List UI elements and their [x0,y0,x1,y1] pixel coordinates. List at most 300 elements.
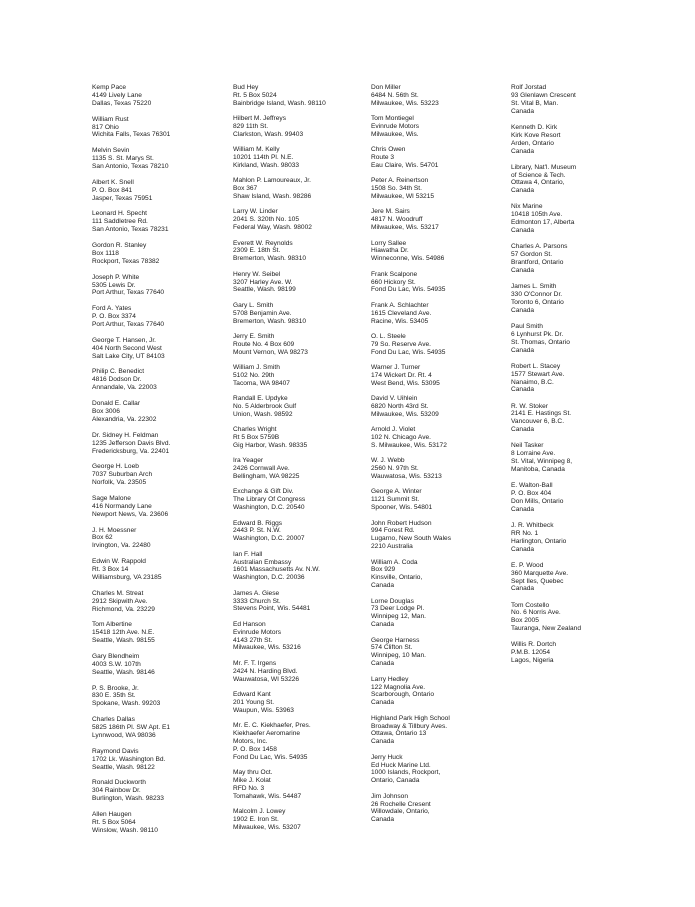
address-entry [371,271,511,295]
address-line: Milwaukee, Wis. 53217 [371,224,439,232]
address-entry [371,333,511,357]
address-name: Paul Smith [511,322,543,330]
address-entry [233,660,373,684]
address-line: The Library Of Congress [233,496,306,504]
address-name: Peter A. Reinertson [371,177,429,185]
address-line: 3207 Harley Ave. W. [233,278,293,286]
address-name: Arnold J. Violet [371,426,416,434]
address-name: Ronald Duckworth [92,779,146,787]
address-line: 330 O'Connor Dr. [511,290,563,298]
address-line: St. Vital B, Man. [511,99,559,107]
address-line: of Science & Tech. [511,171,566,179]
address-entry [511,442,651,474]
address-line: Motors, Inc. [233,737,268,745]
address-line: Australian Embassy [233,558,292,566]
address-name: Henry W. Seibel [233,270,281,278]
address-line: Edmonton 17, Alberta [511,219,575,227]
address-line: Norfolk, Va. 23505 [92,479,147,487]
address-entry [371,84,511,108]
address-entry [233,302,373,326]
address-entry [511,203,651,235]
address-line: Tomahawk, Wis. 54487 [233,792,302,800]
address-entry [92,368,232,392]
address-entry [371,177,511,201]
address-line: Rt 5 Box 5759B [233,434,280,442]
address-line: 304 Rainbow Dr. [92,787,141,795]
address-name: Mr. E. C. Kiekhaefer, Pres. [233,722,311,729]
address-line: No. 6 Norris Ave. [511,609,561,617]
address-line: Bremerton, Wash. 98310 [233,255,307,263]
address-name: Mahlon P. Lamoureaux, Jr. [233,177,311,185]
address-line: Winnipeg 12, Man. [371,613,426,621]
address-line: 2443 P. St. N.W. [233,527,281,535]
address-entry [92,748,232,772]
address-line: Bremerton, Wash. 98310 [233,317,307,325]
address-line: Winnipeg, 10 Man. [371,652,426,660]
address-name: Tom Albertine [92,621,132,629]
address-name: Chris Owen [371,146,406,154]
address-entry [92,147,232,171]
address-entry [511,84,651,116]
address-line: 5102 No. 29th [233,371,275,379]
address-line: Washington, D.C. 20036 [233,574,305,582]
address-line: Vancouver 6, B.C. [511,418,565,426]
address-line: 201 Young St. [233,698,275,706]
address-line: Evinrude Motors [371,123,420,131]
address-entry [233,426,373,450]
address-line: Kirkland, Wash. 98033 [233,162,300,170]
address-name: Larry W. Linder [233,208,278,216]
address-line: Don Mills, Ontario [511,497,564,505]
address-entry [233,84,373,108]
address-entry [233,551,373,583]
address-line: Milwaukee, Wis. 53223 [371,99,439,107]
address-line: Toronto 6, Ontario [511,298,564,306]
address-line: Lynnwood, WA 98036 [92,732,156,739]
address-line: Canada [371,582,395,590]
address-line: Burlington, Wash. 98233 [92,795,164,803]
address-line: Winslow, Wash. 98110 [92,826,158,834]
address-line: 1000 Islands, Rockport, [371,769,441,777]
address-line: Willowdale, Ontario, [371,808,430,816]
address-entry [371,302,511,326]
address-entry [511,641,651,665]
address-name: May thru Oct. [233,768,273,776]
address-line: Wauwatosa, Wis. 53213 [371,473,442,481]
address-entry [371,395,511,419]
address-entry [371,208,511,232]
address-entry [371,598,511,630]
address-line: 2912 Skipwith Ave. [92,597,148,605]
address-entry [371,637,511,669]
address-line: Gig Harbor, Wash. 98335 [233,442,308,450]
address-entry [233,177,373,201]
address-line: 5708 Benjamin Ave. [233,309,292,317]
address-name: E. Walton-Ball [511,482,553,490]
address-line: 360 Marquette Ave. [511,569,569,577]
address-line: 2560 N. 97th St. [371,465,419,473]
address-line: P.M.B. 12054 [511,649,551,657]
address-line: 79 So. Reserve Ave. [371,340,431,348]
address-entry [371,676,511,708]
address-line: Nanaimo, B.C. [511,378,554,386]
address-name: Raymond Davis [92,747,139,755]
address-name: Frank A. Schlachter [371,301,429,309]
address-line: Ottawa 4, Ontario, [511,179,565,187]
address-line: Federal Way, Wash. 98002 [233,224,312,232]
address-line: Port Arthur, Texas 77640 [92,289,165,297]
address-entry [511,403,651,435]
address-entry [92,558,232,582]
address-line: Broadway & Tillbury Aves. [371,722,448,730]
address-line: 5825 186th Pl. SW Apt. E1 [92,724,171,732]
address-line: Dallas, Texas 75220 [92,99,152,107]
address-line: Racine, Wis. 53405 [371,317,429,325]
address-line: Milwaukee, WI 53215 [371,193,435,201]
address-line: Mount Vernon, WA 98273 [233,348,308,356]
address-name: Albert K. Snell [92,178,134,186]
address-name: Ford A. Yates [92,305,132,313]
address-entry [233,488,373,512]
address-line: 122 Magnolia Ave. [371,683,426,691]
address-line: Alexandria, Va. 22302 [92,415,157,423]
address-name: William J. Smith [233,363,280,371]
address-entry [92,495,232,519]
address-line: Lagos, Nigeria [511,657,554,665]
address-line: 574 Clifton St. [371,644,413,652]
address-line: Spokane, Wash. 99203 [92,700,161,708]
address-line: Washington, D.C. 20007 [233,535,305,543]
address-line: 10201 114th Pl. N.E. [233,154,294,162]
address-name: Warner J. Turner [371,363,421,371]
address-entry [92,179,232,203]
address-name: Charles Dallas [92,716,135,724]
address-name: Willis R. Dortch [511,641,557,649]
address-name: William A. Coda [371,558,418,566]
address-line: Kirk Kove Resort [511,131,561,139]
address-name: Kemp Pace [92,84,127,91]
address-line: 404 North Second West [92,344,162,352]
address-line: Scarborough, Ontario [371,691,435,699]
address-line: 2309 E. 18th St. [233,247,281,255]
address-line: 10418 105th Ave. [511,211,563,219]
address-entry [92,811,232,835]
address-name: Kenneth D. Kirk [511,123,558,131]
address-entry [511,363,651,395]
address-line: Canada [371,699,395,707]
address-line: Canada [371,816,395,824]
address-entry [92,242,232,266]
address-line: Rt. 3 Box 14 [92,566,129,574]
address-name: Don Miller [371,84,401,91]
address-column-3 [371,84,511,832]
address-name: J. R. Whitbeck [511,521,554,529]
address-line: 4817 N. Woodruff [371,216,423,224]
address-name: Neil Tasker [511,442,544,450]
address-line: RFD No. 3 [233,784,265,792]
address-line: RR No. 1 [511,529,539,537]
address-line: Canada [371,738,395,746]
address-line: Tauranga, New Zealand [511,625,582,633]
address-line: 2424 N. Harding Blvd. [233,667,298,675]
address-name: Melvin Sevin [92,147,130,155]
address-entry [92,621,232,645]
address-name: Highland Park High School [371,714,450,722]
address-line: 994 Forest Rd. [371,527,415,535]
address-line: Ontario, Canada [371,777,420,785]
address-line: Ottawa, Ontario 13 [371,730,427,738]
address-name: Robert L. Stacey [511,362,561,370]
address-name: Frank Scalpone [371,270,418,278]
address-line: Ed Huck Marine Ltd. [371,761,431,769]
address-name: Ira Yeager [233,457,264,465]
address-line: Canada [511,227,535,235]
address-line: Milwaukee, Wis. 53209 [371,410,439,418]
address-entry [92,274,232,298]
address-line: 3333 Church St. [233,597,281,605]
address-entry [233,115,373,139]
address-name: Mr. F. T. Irgens [233,659,277,667]
address-entry [92,685,232,709]
address-name: Hilbert M. Jeffreys [233,115,287,123]
address-line: Bellingham, WA 98225 [233,473,300,481]
address-line: Wauwatosa, WI 53226 [233,675,300,683]
address-name: Charles A. Parsons [511,243,568,251]
address-line: Hiawatha Dr. [371,247,409,255]
address-name: James L. Smith [511,283,557,291]
address-line: 8 Lorraine Ave. [511,450,556,458]
address-line: Rockport, Texas 78382 [92,257,160,265]
address-name: Bud Hey [233,84,259,91]
address-name: Jerry Huck [371,753,403,761]
address-line: Kinsville, Ontario, [371,574,423,582]
address-name: Jerry E. Smith [233,332,275,340]
address-name: Malcolm J. Lowey [233,807,286,815]
address-line: Annandale, Va. 22003 [92,384,157,392]
address-name: George Harness [371,636,420,644]
address-name: Gary L. Smith [233,301,274,309]
address-line: 4816 Dodson Dr. [92,376,142,384]
address-line: Canada [371,660,395,668]
address-line: Milwaukee, Wis. 53216 [233,644,301,652]
address-entry [233,691,373,715]
address-line: P. O. Box 1458 [233,745,277,753]
address-line: Stevens Point, Wis. 54481 [233,605,311,613]
address-line: 4143 27th St. [233,636,273,644]
address-entry [511,323,651,355]
address-line: Shaw Island, Wash. 98286 [233,193,312,201]
address-entry [92,779,232,803]
address-entry [233,271,373,295]
address-line: Canada [511,545,535,553]
address-entry [92,432,232,456]
address-name: Everett W. Reynolds [233,239,293,247]
address-line: 1135 S. St. Marys St. [92,155,154,163]
address-name: Ed Hanson [233,620,266,628]
address-entry [92,84,232,108]
address-line: Canada [511,306,535,314]
address-name: Dr. Sidney H. Feldman [92,431,159,439]
address-name: Joseph P. White [92,273,140,281]
address-line: S. Milwaukee, Wis. 53172 [371,442,447,450]
address-line: 830 E. 35th St. [92,692,136,700]
address-line: Fond Du Lac, Wis. 54935 [371,286,446,294]
address-line: 1902 E. Iron St. [233,815,279,823]
address-line: P. O. Box 404 [511,490,552,498]
address-name: Gary Blendheim [92,652,140,660]
address-entry [233,146,373,170]
address-entry [511,602,651,634]
address-line: P. O. Box 3374 [92,313,136,321]
address-entry [233,395,373,419]
address-name: Charles Wright [233,426,277,434]
address-entry [371,793,511,825]
address-column-4 [511,84,651,673]
address-line: Route 3 [371,154,395,162]
address-line: 174 Wickert Dr. Rt. 4 [371,371,432,379]
address-name: William Rust [92,115,129,123]
address-line: West Bend, Wis. 53095 [371,379,440,387]
address-entry [511,164,651,196]
address-name: George A. Winter [371,488,422,496]
address-line: 1601 Massachusetts Av. N.W. [233,566,320,574]
address-entry [233,722,373,762]
address-line: Wichita Falls, Texas 76301 [92,131,171,139]
address-entry [233,590,373,614]
address-line: 93 Glenlawn Crescent [511,91,576,99]
address-line: 4149 Lively Lane [92,91,142,99]
address-entry [371,115,511,139]
address-name: E. P. Wood [511,561,544,569]
address-line: St. Thomas, Ontario [511,338,570,346]
address-line: 26 Rochelle Cresent [371,800,431,808]
address-line: Canada [511,266,535,274]
address-line: Rt. 5 Box 5064 [92,818,136,826]
address-line: Canada [511,386,535,394]
address-line: P. O. Box 841 [92,186,133,194]
address-entry [92,400,232,424]
address-line: 2041 S. 320th No. 105 [233,216,299,224]
address-line: Milwaukee, Wis. [371,130,419,138]
address-name: Donald E. Callar [92,400,141,408]
address-name: Allen Haugen [92,811,132,819]
address-name: David V. Uihlein [371,395,418,403]
address-entry [511,562,651,594]
address-entry [92,463,232,487]
address-line: Lugarno, New South Wales [371,535,452,543]
address-line: Box 367 [233,185,258,193]
address-entry [92,116,232,140]
address-line: Sept Iles, Quebec [511,577,564,585]
address-column-2 [233,84,373,839]
address-entry [371,754,511,786]
address-line: 6820 North 43rd St. [371,403,429,410]
address-entry [92,305,232,329]
address-line: Box 2005 [511,617,539,625]
address-line: Fond Du Lac, Wis. 54935 [371,348,446,356]
address-line: Union, Wash. 98592 [233,410,293,418]
address-line: Harlington, Ontario [511,537,567,545]
address-line: 1615 Cleveland Ave. [371,309,432,317]
address-line: 1702 Lk. Washington Bd. [92,755,166,763]
address-line: Canada [511,147,535,155]
address-name: Lorne Douglas [371,597,414,605]
address-entry [371,364,511,388]
address-line: Canada [511,585,535,593]
address-entry [371,146,511,170]
address-name: Gordon R. Stanley [92,242,147,250]
address-line: Canada [511,346,535,354]
address-entry [233,520,373,544]
address-line: 2141 E. Hastings St. [511,410,572,418]
address-name: George T. Hansen, Jr. [92,336,157,344]
address-name: Tom Costello [511,601,550,609]
address-entry [233,333,373,357]
address-line: 1121 Summit St. [371,496,420,504]
address-line: St. Vital, Winnipeg 8, [511,458,573,466]
address-entry [371,520,511,552]
address-line: Irvington, Va. 22480 [92,542,151,550]
address-name: P. S. Brooke, Jr. [92,684,139,692]
address-line: 2210 Australia [371,543,413,551]
address-line: Evinrude Motors [233,628,282,636]
address-line: Newport News, Va. 23606 [92,510,169,518]
address-entry [92,527,232,551]
address-line: Canada [511,187,535,195]
address-line: Waupun, Wis. 53963 [233,706,294,714]
address-name: Randall E. Updyke [233,395,288,403]
address-line: Canada [371,621,395,629]
address-line: Tacoma, WA 98407 [233,379,290,387]
address-entry [233,240,373,264]
address-entry [92,653,232,677]
address-name: Ian F. Hall [233,550,263,558]
address-line: 6484 N. 56th St. [371,91,419,99]
address-line: Seattle, Wash. 98122 [92,763,155,771]
address-line: 817 Ohio [92,123,119,131]
address-entry [233,457,373,481]
address-line: Canada [511,505,535,513]
address-line: San Antonio, Texas 78231 [92,226,169,234]
address-name: Exchange & Gift Div. [233,488,294,496]
address-name: William M. Kelly [233,146,280,154]
address-line: No. 5 Alderbrook Gulf [233,403,297,410]
address-line: 111 Saddletree Rd. [92,218,148,226]
address-line: 4003 S.W. 107th [92,660,141,668]
address-entry [511,124,651,156]
address-line: Arden, Ontario [511,139,554,147]
address-entry [511,482,651,514]
address-line: Richmond, Va. 23229 [92,605,155,613]
address-line: Seattle, Wash. 98146 [92,668,155,676]
address-line: Jasper, Texas 75951 [92,194,153,202]
address-name: Jere M. Sairs [371,208,410,216]
address-line: Box 62 [92,534,113,542]
address-entry [371,488,511,512]
address-line: 416 Normandy Lane [92,502,152,510]
address-entry [371,426,511,450]
address-name: Leonard H. Specht [92,210,147,218]
address-line: 102 N. Chicago Ave. [371,434,431,442]
address-entry [92,337,232,361]
address-line: Seattle, Wash. 98155 [92,637,155,645]
address-name: Edward B. Riggs [233,519,283,527]
address-line: 1508 So. 34th St. [371,185,422,193]
address-line: 15418 12th Ave. N.E. [92,629,155,637]
address-line: Winneconne, Wis. 54986 [371,255,445,263]
address-entry [92,716,232,740]
address-name: Edwin W. Rappold [92,558,146,566]
